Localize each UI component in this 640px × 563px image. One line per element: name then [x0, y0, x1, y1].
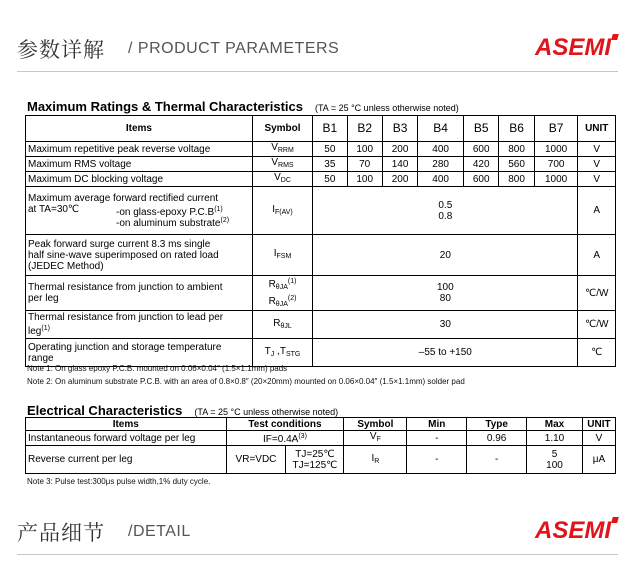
- electrical-table: [25, 417, 616, 474]
- value-b4: 400: [418, 142, 464, 157]
- row-label: Maximum average forward rectified current at TA=30℃ -on glass-epoxy $P.C.B^{(1)}$ -on aluminum substrate$^{(2)}$: [26, 187, 253, 235]
- col-symbol: Symbol: [252, 116, 312, 142]
- logo-mark-icon: [611, 34, 619, 40]
- row-label: Maximum repetitive peak reverse voltage: [26, 142, 253, 157]
- header-title-zh: 参数详解: [17, 38, 105, 62]
- row-label: Maximum RMS voltage: [26, 157, 253, 172]
- col-min: Min: [407, 418, 467, 431]
- row-unit: V: [578, 157, 616, 172]
- table-row: [26, 172, 616, 187]
- logo-text: ASEMI: [534, 517, 611, 544]
- row-value: –55 to +150: [313, 339, 578, 367]
- row-max: 1.10: [527, 431, 583, 446]
- value-b5: 600: [464, 172, 499, 187]
- value-b7: 1000: [534, 142, 578, 157]
- row-label: Thermal resistance from junction to ambient per leg: [26, 276, 253, 311]
- value-b5: 600: [464, 142, 499, 157]
- note-1: Note 1: On glass epoxy P.C.B. mounted on 0.06×0.04″ (1.5×1.1mm) pads: [27, 364, 288, 373]
- row-unit: A: [578, 235, 616, 276]
- table-row: [26, 142, 616, 157]
- row-test: $IF=0.4A^{(3)}$: [226, 431, 344, 446]
- row-value: 30: [313, 311, 578, 339]
- row-value: 0.5 0.8: [313, 187, 578, 235]
- electrical-title: [27, 403, 338, 418]
- table-row: [26, 311, 616, 339]
- value-b4: 400: [418, 172, 464, 187]
- max-ratings-table: [25, 115, 616, 367]
- value-b6: 800: [499, 142, 534, 157]
- col-unit: UNIT: [582, 418, 615, 431]
- header-divider: [17, 554, 618, 555]
- header-title-zh: 产品细节: [17, 521, 105, 545]
- value-b1: 35: [313, 157, 347, 172]
- row-symbol: $I_{F(AV)}$: [252, 187, 312, 235]
- value-b3: 140: [382, 157, 417, 172]
- row-type: -: [467, 446, 527, 474]
- table-header-row: [26, 418, 616, 431]
- value-b7: 1000: [534, 172, 578, 187]
- row-value: 20: [313, 235, 578, 276]
- header-divider: [17, 71, 618, 72]
- row-symbol: $T_J$ $,T_{STG}$: [252, 339, 312, 367]
- row-unit: ℃/W: [578, 276, 616, 311]
- table-row: [26, 339, 616, 367]
- table-row: [26, 276, 616, 311]
- col-symbol: Symbol: [344, 418, 407, 431]
- row-symbol: $V_{RMS}$: [252, 157, 312, 172]
- max-ratings-condition: (TA = 25 °C unless otherwise noted): [314, 103, 459, 113]
- value-b2: 100: [347, 172, 382, 187]
- row-unit: A: [578, 187, 616, 235]
- row-label: Maximum DC blocking voltage: [26, 172, 253, 187]
- col-b3: B3: [382, 116, 417, 142]
- max-ratings-title-text: Maximum Ratings & Thermal Characteristics: [27, 99, 303, 114]
- row-test-1: VR=VDC: [226, 446, 286, 474]
- row-unit: V: [582, 431, 615, 446]
- value-b6: 800: [499, 172, 534, 187]
- col-max: Max: [527, 418, 583, 431]
- col-type: Type: [467, 418, 527, 431]
- row-min: -: [407, 446, 467, 474]
- value-b5: 420: [464, 157, 499, 172]
- col-unit: UNIT: [578, 116, 616, 142]
- row-symbol: $R_{\theta JA}^{(1)}$ $R_{\theta JA}^{(2)}$: [252, 276, 312, 311]
- row-label: Instantaneous forward voltage per leg: [26, 431, 227, 446]
- row-unit: V: [578, 142, 616, 157]
- col-items: Items: [26, 418, 227, 431]
- value-b2: 100: [347, 142, 382, 157]
- value-b6: 560: [499, 157, 534, 172]
- note-2: Note 2: On aluminum substrate P.C.B. with an area of 0.8×0.8″ (20×20mm) mounted on 0.06×0.04″ (1.5×1.1mm) solder pad: [27, 377, 465, 386]
- asemi-logo: [535, 517, 618, 545]
- row-unit: ℃/W: [578, 311, 616, 339]
- col-b4: B4: [418, 116, 464, 142]
- electrical-condition: (TA = 25 °C unless otherwise noted): [194, 407, 339, 417]
- row-symbol: $I_R$: [344, 446, 407, 474]
- row-min: -: [407, 431, 467, 446]
- table-row: [26, 431, 616, 446]
- electrical-title-text: Electrical Characteristics: [27, 403, 183, 418]
- col-test-conditions: Test conditions: [226, 418, 344, 431]
- col-b7: B7: [534, 116, 578, 142]
- row-symbol: $R_{\theta JL}$: [252, 311, 312, 339]
- row-unit: μA: [582, 446, 615, 474]
- row-symbol: $V_{RRM}$: [252, 142, 312, 157]
- header-detail: [0, 497, 640, 557]
- row-value: 100 80: [313, 276, 578, 311]
- table-row: [26, 235, 616, 276]
- value-b3: 200: [382, 142, 417, 157]
- value-b2: 70: [347, 157, 382, 172]
- value-b7: 700: [534, 157, 578, 172]
- row-unit: V: [578, 172, 616, 187]
- table-header-row: [26, 116, 616, 142]
- col-b1: B1: [313, 116, 347, 142]
- col-items: Items: [26, 116, 253, 142]
- table-row: [26, 446, 616, 474]
- row-label: Operating junction and storage temperature range: [26, 339, 253, 367]
- col-b5: B5: [464, 116, 499, 142]
- row-symbol: $I_{FSM}$: [252, 235, 312, 276]
- header-title-en: / PRODUCT PARAMETERS: [128, 40, 340, 57]
- max-ratings-title: [27, 99, 459, 114]
- logo-text: ASEMI: [534, 34, 611, 61]
- row-unit: ℃: [578, 339, 616, 367]
- row-symbol: $V_{DC}$: [252, 172, 312, 187]
- value-b1: 50: [313, 172, 347, 187]
- row-type: 0.96: [467, 431, 527, 446]
- value-b3: 200: [382, 172, 417, 187]
- logo-mark-icon: [611, 517, 619, 523]
- row-max: 5 100: [527, 446, 583, 474]
- row-symbol: $V_F$: [344, 431, 407, 446]
- asemi-logo: [535, 34, 618, 62]
- row-label: Thermal resistance from junction to lead per leg$^{(1)}$: [26, 311, 253, 339]
- col-b2: B2: [347, 116, 382, 142]
- table-row: [26, 157, 616, 172]
- row-label: Reverse current per leg: [26, 446, 227, 474]
- col-b6: B6: [499, 116, 534, 142]
- header-title-en: /DETAIL: [128, 523, 191, 540]
- table-row: [26, 187, 616, 235]
- header-product-parameters: [0, 14, 640, 74]
- value-b1: 50: [313, 142, 347, 157]
- value-b4: 280: [418, 157, 464, 172]
- row-test-2: TJ=25℃ TJ=125℃: [286, 446, 344, 474]
- row-label: Peak forward surge current 8.3 ms single half sine-wave superimposed on rated load (JEDEC Method): [26, 235, 253, 276]
- note-3: Note 3: Pulse test:300μs pulse width,1% duty cycle.: [27, 477, 211, 486]
